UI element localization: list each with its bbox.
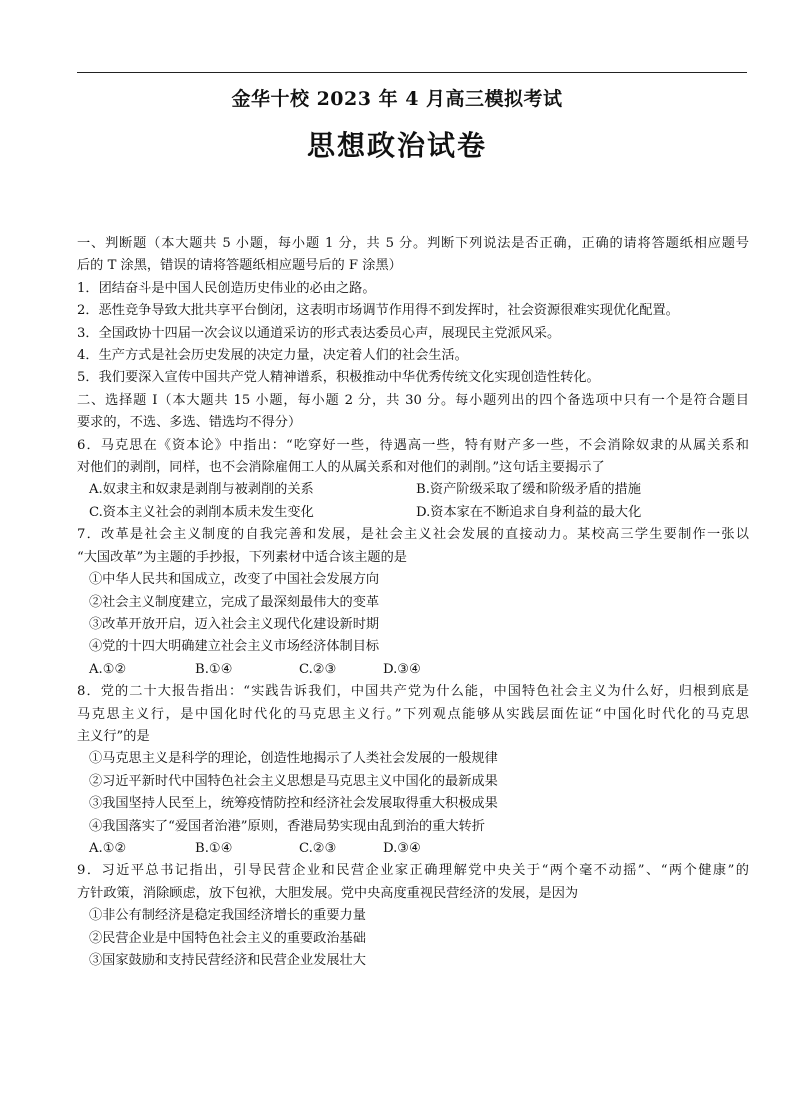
header-rule (77, 72, 747, 73)
question-8-stem-line3: 主义行”的是 (77, 728, 150, 744)
question-7-stem-line2: “大国改革”为主题的手抄报，下列素材中适合该主题的是 (77, 549, 407, 565)
question-7-option-b: B.①④ (195, 661, 233, 677)
question-6-stem-line2: 对他们的剥削，同样，也不会消除雇佣工人的从属关系和对他们的剥削。”这句话主要揭示了 (77, 460, 605, 476)
question-6-option-d: D.资本家在不断追求自身利益的最大化 (416, 504, 642, 520)
question-4: 4．生产方式是社会历史发展的决定力量，决定着人们的社会生活。 (77, 348, 468, 364)
exam-content (77, 233, 749, 972)
question-8-item-1: ①马克思主义是科学的理论，创造性地揭示了人类社会发展的一般规律 (89, 751, 498, 767)
question-7-item-4: ④党的十四大明确建立社会主义市场经济体制目标 (89, 639, 380, 655)
question-8-option-d: D.③④ (383, 840, 421, 856)
question-9-item-3: ③国家鼓励和支持民营经济和民营企业发展壮大 (89, 953, 366, 968)
question-8-options (77, 838, 749, 860)
question-8-option-b: B.①④ (195, 840, 233, 856)
question-7-options (77, 659, 749, 681)
question-6-option-b: B.资产阶级采取了缓和阶级矛盾的措施 (416, 482, 641, 498)
question-7-item-1: ①中华人民共和国成立，改变了中国社会发展方向 (89, 572, 380, 588)
question-5: 5．我们要深入宣传中国共产党人精神谱系，积极推动中华优秀传统文化实现创造性转化。 (77, 370, 600, 386)
question-9-item-1: ①非公有制经济是稳定我国经济增长的重要力量 (89, 908, 366, 924)
question-8-item-4: ④我国落实了“爱国者治港”原则，香港局势实现由乱到治的重大转折 (89, 818, 485, 834)
question-7-option-d: D.③④ (383, 661, 421, 677)
question-7-item-3: ③改革开放开启，迈入社会主义现代化建设新时期 (89, 616, 380, 632)
exam-subtitle: 思想政治试卷 (306, 129, 487, 162)
question-1: 1．团结奋斗是中国人民创造历史伟业的必由之路。 (77, 280, 376, 296)
question-7-stem-line1: 7．改革是社会主义制度的自我完善和发展，是社会主义社会发展的直接动力。某校高三学生要制作一张以 (77, 527, 749, 543)
question-6-option-a: A.奴隶主和奴隶是剥削与被剥削的关系 (89, 482, 314, 498)
question-9-item-2: ②民营企业是中国特色社会主义的重要政治基础 (89, 930, 366, 946)
question-8-item-2: ②习近平新时代中国特色社会主义思想是马克思主义中国化的最新成果 (89, 773, 498, 789)
question-6-options-row2 (77, 502, 749, 524)
question-8-item-3: ③我国坚持人民至上，统筹疫情防控和经济社会发展取得重大积极成果 (89, 796, 498, 812)
question-8-stem-line1: 8．党的二十大报告指出：“实践告诉我们，中国共产党为什么能，中国特色社会主义为什么好，归根到底是 (77, 684, 749, 700)
question-8-option-a: A.①② (89, 840, 127, 856)
question-7-item-2: ②社会主义制度建立，完成了最深刻最伟大的变革 (89, 594, 380, 610)
question-3: 3．全国政协十四届一次会议以通道采访的形式表达委员心声，展现民主党派风采。 (77, 325, 561, 341)
question-9-stem-line2: 方针政策，消除顾虑，放下包袱，大胆发展。党中央高度重视民营经济的发展，是因为 (77, 885, 579, 901)
section1-instruction-line1: 一、判断题（本大题共 5 小题，每小题 1 分，共 5 分。判断下列说法是否正确，正确的请将答题纸相应题号 (77, 236, 749, 251)
question-2: 2．恶性竞争导致大批共享平台倒闭，这表明市场调节作用得不到发挥时，社会资源很难实现优化配置。 (77, 303, 679, 319)
section1-instruction-line2: 后的 T 涂黑，错误的请将答题纸相应题号后的 F 涂黑） (77, 258, 402, 274)
question-7-option-a: A.①② (89, 661, 127, 677)
section2-instruction-line1: 二、选择题 I（本大题共 15 小题，每小题 2 分，共 30 分。每小题列出的四个备选项中只有一个是符合题目 (77, 392, 749, 408)
question-8-stem-line2: 马克思主义行，是中国化时代化的马克思主义行。”下列观点能够从实践层面佐证“中国化时代化的马克思 (77, 706, 749, 722)
question-6-option-c: C.资本主义社会的剥削本质未发生变化 (89, 504, 314, 520)
question-7-option-c: C.②③ (299, 661, 337, 677)
question-6-stem-line1: 6．马克思在《资本论》中指出：“吃穿好一些，待遇高一些，特有财产多一些，不会消除奴隶的从属关系和 (77, 437, 749, 453)
question-6-options-row1 (77, 479, 749, 501)
exam-title: 金华十校 2023 年 4 月高三模拟考试 (231, 88, 563, 110)
question-9-stem-line1: 9．习近平总书记指出，引导民营企业和民营企业家正确理解党中央关于“两个毫不动摇”、“两个健康”的 (77, 863, 749, 879)
question-8-option-c: C.②③ (299, 840, 337, 856)
section2-instruction-line2: 要求的，不选、多选、错选均不得分） (77, 415, 302, 431)
